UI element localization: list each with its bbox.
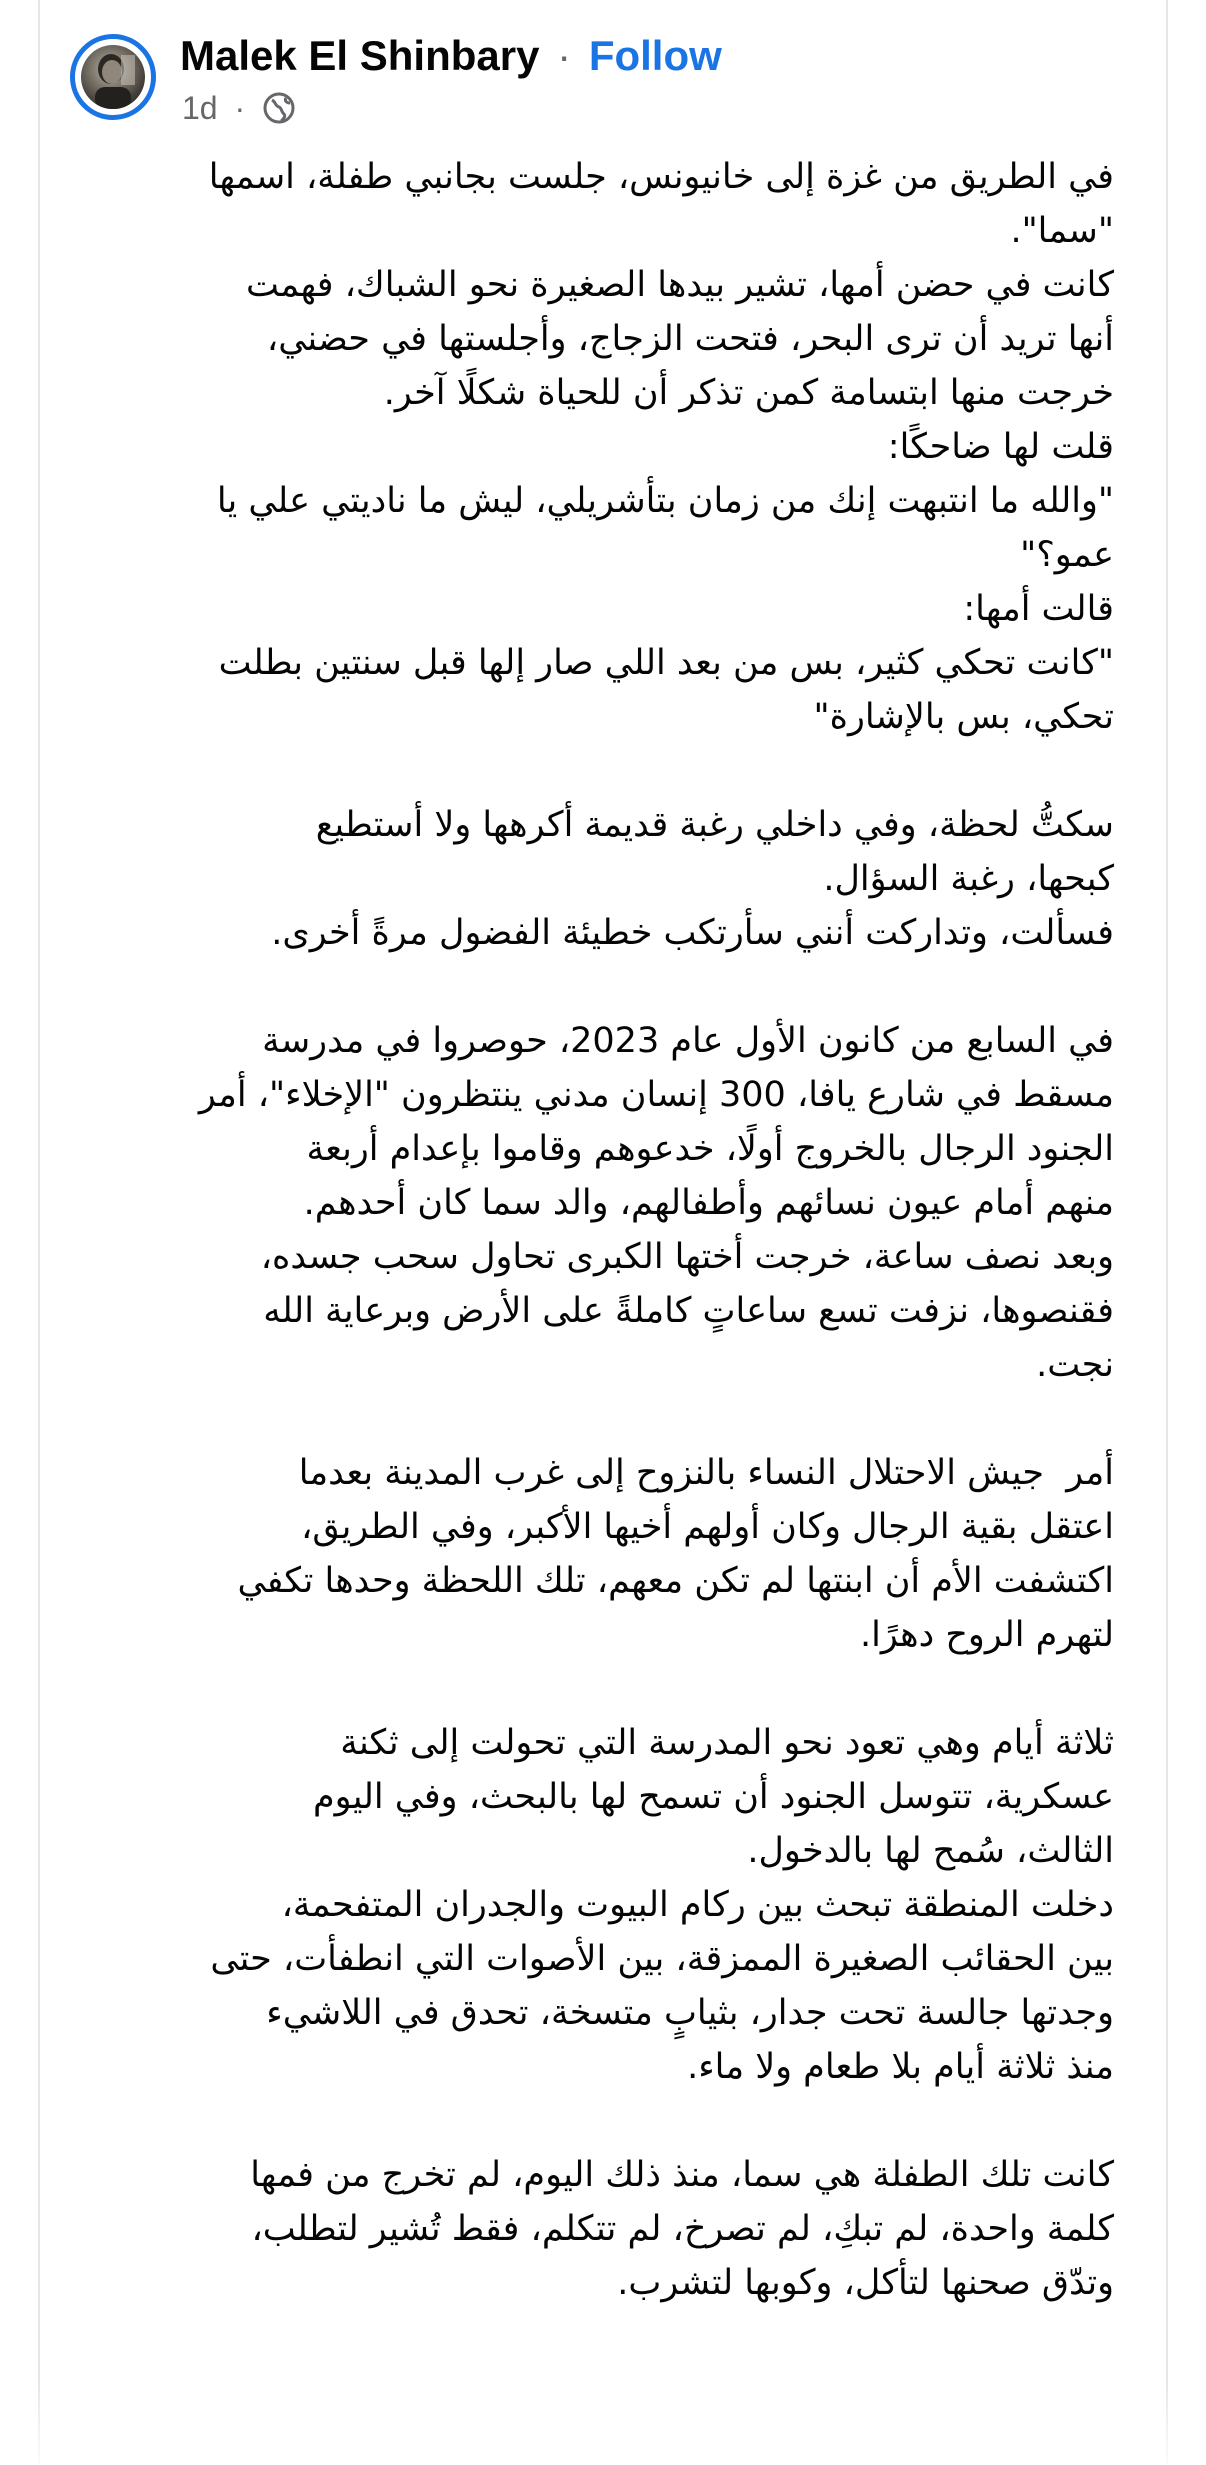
post-text-line: ثلاثة أيام وهي تعود نحو المدرسة التي تحولت إلى ثكنة — [340, 1723, 1114, 1763]
post-text-line: "والله ما انتبهت إنك من زمان بتأشريلي، ليش ما ناديتي علي يا — [216, 481, 1114, 521]
post-paragraph — [74, 1716, 1114, 2094]
post-text-line: الثالث، سُمح لها بالدخول. — [747, 1831, 1114, 1871]
post-text-line: قلت لها ضاحكًا: — [887, 427, 1114, 467]
post-paragraph — [74, 2148, 1114, 2310]
post-text-line: "كانت تحكي كثير، بس من بعد اللي صار إلها قبل سنتين بطلت — [218, 643, 1114, 683]
post-text-line: خرجت منها ابتسامة كمن تذكر أن للحياة شكلًا آخر. — [383, 373, 1114, 413]
post-text-line: أمر جيش الاحتلال النساء بالنزوح إلى غرب المدينة بعدما — [298, 1453, 1114, 1493]
author-avatar[interactable] — [70, 34, 156, 120]
post-meta — [182, 88, 296, 128]
post-text-line: قالت أمها: — [963, 589, 1114, 629]
post-text-line: وبعد نصف ساعة، خرجت أختها الكبرى تحاول سحب جسده، — [260, 1237, 1114, 1277]
post-text-line: بين الحقائب الصغيرة الممزقة، بين الأصوات التي انطفأت، حتى — [210, 1939, 1114, 1979]
avatar-silhouette-icon — [81, 45, 145, 109]
post-text-line: نجت. — [1036, 1345, 1114, 1385]
card-border-left — [38, 0, 40, 2465]
post-text-line: فقنصوها، نزفت تسع ساعاتٍ كاملةً على الأرض وبرعاية الله — [263, 1291, 1114, 1331]
post-text-line: عمو؟" — [1020, 535, 1114, 575]
post-text-line: كانت في حضن أمها، تشير بيدها الصغيرة نحو الشباك، فهمت — [246, 265, 1114, 305]
post-text-line: في السابع من كانون الأول عام 2023، حوصروا في مدرسة — [262, 1021, 1114, 1061]
globe-icon[interactable] — [262, 91, 296, 125]
post-paragraph — [74, 798, 1114, 960]
post-text-line: كلمة واحدة، لم تبكِ، لم تصرخ، لم تتكلم، فقط تُشير لتطلب، — [251, 2209, 1114, 2249]
author-line — [180, 30, 722, 82]
follow-button[interactable]: Follow — [588, 32, 722, 79]
post-text-line: أنها تريد أن ترى البحر، فتحت الزجاج، وأجلستها في حضني، — [266, 319, 1114, 359]
post-text-line: وتدّق صحنها لتأكل، وكوبها لتشرب. — [617, 2263, 1114, 2303]
post-text-line: تحكي، بس بالإشارة" — [813, 697, 1114, 737]
post-body — [74, 150, 1114, 2310]
avatar-photo — [81, 45, 145, 109]
post-text-line: دخلت المنطقة تبحث بين ركام البيوت والجدران المتفحمة، — [281, 1885, 1114, 1925]
author-name[interactable]: Malek El Shinbary — [180, 32, 540, 79]
bottom-fade — [0, 2380, 1206, 2465]
post-text-line: الجنود الرجال بالخروج أولًا، خدعوهم وقاموا بإعدام أربعة — [306, 1129, 1114, 1169]
post-timestamp[interactable]: 1d — [182, 90, 218, 126]
post-text-line: سكتُّ لحظة، وفي داخلي رغبة قديمة أكرهها ولا أستطيع — [315, 805, 1114, 845]
post-header — [70, 28, 1150, 138]
post-text-line: لتهرم الروح دهرًا. — [860, 1615, 1114, 1655]
post-paragraph — [74, 150, 1114, 744]
post-text-line: وجدتها جالسة تحت جدار، بثيابٍ متسخة، تحدق في اللاشيء — [266, 1993, 1114, 2033]
post-text-line: "سما". — [1010, 211, 1114, 251]
post-text-line: كانت تلك الطفلة هي سما، منذ ذلك اليوم، لم تخرج من فمها — [250, 2155, 1114, 2195]
author-separator: · — [557, 32, 572, 79]
post-text-line: كبحها، رغبة السؤال. — [823, 859, 1114, 899]
post-text-line: فسألت، وتداركت أنني سأرتكب خطيئة الفضول مرةً أخرى. — [271, 913, 1114, 953]
post-text-line: اعتقل بقية الرجال وكان أولهم أخيها الأكبر، وفي الطريق، — [301, 1507, 1114, 1547]
post-text-line: مسقط في شارع يافا، 300 إنسان مدني ينتظرون "الإخلاء"، أمر — [198, 1075, 1114, 1115]
post-text-line: منهم أمام عيون نسائهم وأطفالهم، والد سما كان أحدهم. — [303, 1183, 1114, 1223]
meta-separator: · — [234, 90, 246, 126]
post-text-line: عسكرية، تتوسل الجنود أن تسمح لها بالبحث، وفي اليوم — [312, 1777, 1114, 1817]
card-border-right — [1166, 0, 1168, 2465]
post-paragraph — [74, 1014, 1114, 1392]
post-paragraph — [74, 1446, 1114, 1662]
post-text-line: في الطريق من غزة إلى خانيونس، جلست بجانبي طفلة، اسمها — [208, 157, 1114, 197]
post-text-line: اكتشفت الأم أن ابنتها لم تكن معهم، تلك اللحظة وحدها تكفي — [237, 1561, 1114, 1601]
post-text-line: منذ ثلاثة أيام بلا طعام ولا ماء. — [687, 2047, 1114, 2087]
